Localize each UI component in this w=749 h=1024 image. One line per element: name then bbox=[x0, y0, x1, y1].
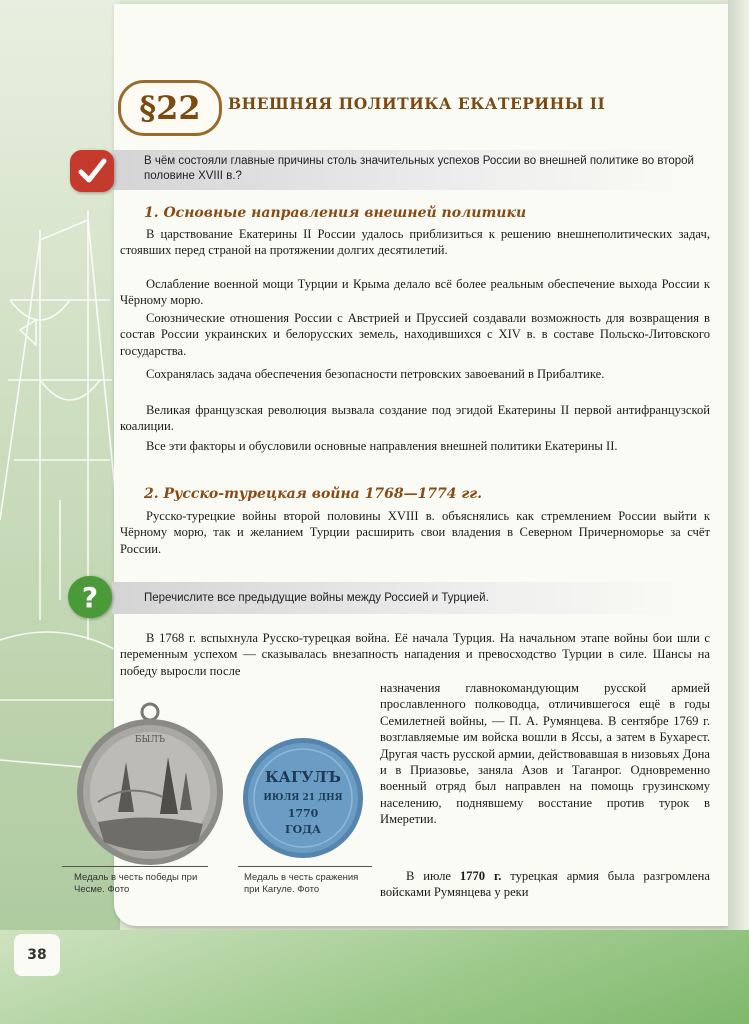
medal-line-4: ГОДА bbox=[285, 823, 321, 836]
section-heading-2: 2. Русско-турецкая война 1768—1774 гг. bbox=[144, 486, 483, 502]
checkmark-icon bbox=[70, 150, 114, 192]
paragraph: Ослабление военной мощи Турции и Крыма делало всё более реальным обеспечение выхода России к Чёрному морю. bbox=[120, 277, 710, 308]
medal-line-2: ИЮЛЯ 21 ДНЯ bbox=[263, 793, 343, 803]
paragraph: Союзнические отношения России с Австрией и Пруссией создавали возможность для возвращения в состав России украинских и белорусских земель, находившихся с XIV в. в составе Польско-Литовского государства. bbox=[120, 311, 710, 358]
text-span: турецкая армия была разгромлена войсками Румянцева у реки bbox=[380, 869, 710, 900]
caption-rule bbox=[62, 866, 208, 867]
medal-line-3: 1770 bbox=[287, 807, 319, 820]
page-number: 38 bbox=[14, 934, 60, 976]
task-question: Перечислите все предыдущие войны между Россией и Турцией. bbox=[144, 592, 489, 604]
section-heading-1: 1. Основные направления внешней политики bbox=[144, 205, 527, 221]
paragraph: Сохранялась задача обеспечения безопасности петровских завоеваний в Прибалтике. bbox=[146, 367, 605, 381]
medal-line-1: КАГУЛЪ bbox=[264, 768, 342, 786]
text-span: В июле bbox=[406, 869, 460, 883]
chapter-number-badge: §22 bbox=[118, 80, 222, 136]
caption-rule bbox=[238, 866, 372, 867]
paragraph: В царствование Екатерины II России удалось приблизиться к решению внешнеполитических задач, стоявших перед страной на протяжении долгих десятилетий. bbox=[120, 227, 710, 258]
paragraph: назначения главнокомандующим русской армией прославленного полководца, отличившегося ещё в годы Семилетней войны, — П. А. Румянцева. В сентябре 1769 г. возглавляемые им войска вошли в Яссы, а затем в Бухарест. Другая часть русской армии, действовавшая в низовьях Дона и в Приазовье, заняла Азов и Таганрог. Одновременно военный отряд был направлен на помощь грузинскому населению, поднявшему восстание против турок в Имеретии. bbox=[380, 681, 710, 827]
paragraph: Русско-турецкие войны второй половины XVIII в. объяснялись как стремлением России выйти к Чёрному морю, так и желанием Турции расширить свои владения в Северном Причерноморье за счёт России. bbox=[120, 509, 710, 556]
paragraph bbox=[380, 868, 710, 901]
medal-1-caption: Медаль в честь победы при Чесме. Фото bbox=[74, 872, 198, 895]
question-mark-icon: ? bbox=[68, 576, 112, 618]
medal-inscription: БЫЛЪ bbox=[134, 735, 166, 745]
page-edge bbox=[728, 0, 749, 1024]
chapter-title: ВНЕШНЯЯ ПОЛИТИКА ЕКАТЕРИНЫ II bbox=[228, 94, 606, 113]
kagul-medal-image bbox=[240, 735, 366, 861]
paragraph: Все эти факторы и обусловили основные направления внешней политики Екатерины II. bbox=[146, 439, 618, 453]
paragraph: Великая французская революция вызвала создание под эгидой Екатерины II первой антифранцузской коалиции. bbox=[120, 403, 710, 434]
paragraph: В 1768 г. вспыхнула Русско-турецкая война. Её начала Турция. На начальном этапе войны бои шли с переменным успехом — сказывалась внезапность нападения и превосходство Турции в силе. Шансы на победу выросли после bbox=[120, 631, 710, 678]
chesma-medal-image bbox=[68, 702, 228, 866]
bold-date: 1770 г. bbox=[459, 869, 502, 883]
review-question: В чём состояли главные причины столь значительных успехов России во внешней политике во второй половине XVIII в.? bbox=[144, 155, 694, 182]
medal-2-caption: Медаль в честь сражения при Кагуле. Фото bbox=[244, 872, 359, 895]
bottom-decorative-band bbox=[0, 930, 749, 1024]
